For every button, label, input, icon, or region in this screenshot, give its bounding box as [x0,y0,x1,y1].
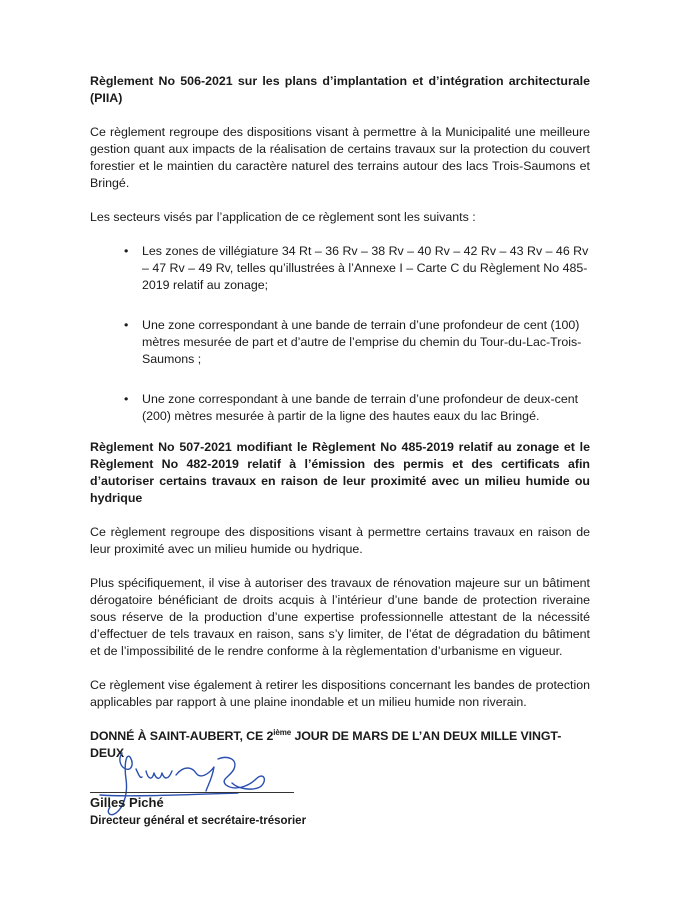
list-item-text: Les zones de villégiature 34 Rt – 36 Rv – 38 Rv – 40 Rv – 42 Rv – 43 Rv – 46 Rv – 47 Rv – 49 Rv, telles qu’illustrées à l’Annexe I – Carte C du Règlement No 485-2019 relatif au zonage; [142,244,589,292]
given-suffix: JOUR DE MARS DE L’AN DEUX MILLE VINGT-DEUX [90,729,562,760]
list-item-text: Une zone correspondant à une bande de terrain d’une profondeur de cent (100) mètres mesurée de part et d’autre de l’emprise du chemin du Tour-du-Lac-Trois-Saumons ; [142,318,582,366]
list-item [90,391,590,425]
given-superscript: ième [273,728,292,737]
bullet-icon: • [124,318,129,332]
section2-heading: Règlement No 507-2021 modifiant le Règlement No 485-2019 relatif au zonage et le Règlement No 482-2019 relatif à l’émission des permis et des certificats afin d’autoriser certains travaux en raison de leur proximité avec un milieu humide ou hydrique [90,440,590,505]
section1-paragraph1: Ce règlement regroupe des dispositions visant à permettre à la Municipalité une meilleure gestion quant aux impacts de la réalisation de certains travaux sur la protection du couvert forestier et le maintien du caractère naturel des terrains autour des lacs Trois-Saumons et Bringé. [90,125,590,190]
list-item [90,243,590,294]
list-item-text: Une zone correspondant à une bande de terrain d’une profondeur de deux-cent (200) mètres mesurée à partir de la ligne des hautes eaux du lac Bringé. [142,392,579,423]
document-page [90,73,590,762]
bullet-icon: • [124,392,129,406]
signature-line [90,792,294,793]
section2-paragraph3: Ce règlement vise également à retirer les dispositions concernant les bandes de protection applicables par rapport à une plaine inondable et un milieu humide non riverain. [90,678,590,709]
section2-paragraph2: Plus spécifiquement, il vise à autoriser des travaux de rénovation majeure sur un bâtiment dérogatoire bénéficiant de droits acquis à l’intérieur d’une bande de protection riveraine sous réserve de la production d’une expertise professionnelle attestant de la nécessité d’effectuer de tels travaux en raison, sans s’y limiter, de l’état de dégradation du bâtiment et de l’impossibilité de le rendre conforme à la règlementation d’urbanisme en vigueur. [90,576,590,658]
sector-list [90,243,590,425]
section1-paragraph2: Les secteurs visés par l’application de ce règlement sont les suivants : [90,210,476,224]
handwritten-signature [88,735,288,845]
given-prefix: DONNÉ À SAINT-AUBERT, CE 2 [90,729,274,743]
signature-block [88,735,308,855]
signer-name: Gilles Piché [90,795,164,810]
section1-heading: Règlement No 506-2021 sur les plans d’implantation et d’intégration architecturale (PIIA) [90,74,590,105]
signer-title: Directeur général et secrétaire-trésorier [90,815,307,827]
section2-paragraph1: Ce règlement regroupe des dispositions visant à permettre certains travaux en raison de leur proximité avec un milieu humide ou hydrique. [90,525,590,556]
list-item [90,317,590,368]
bullet-icon: • [124,244,129,258]
